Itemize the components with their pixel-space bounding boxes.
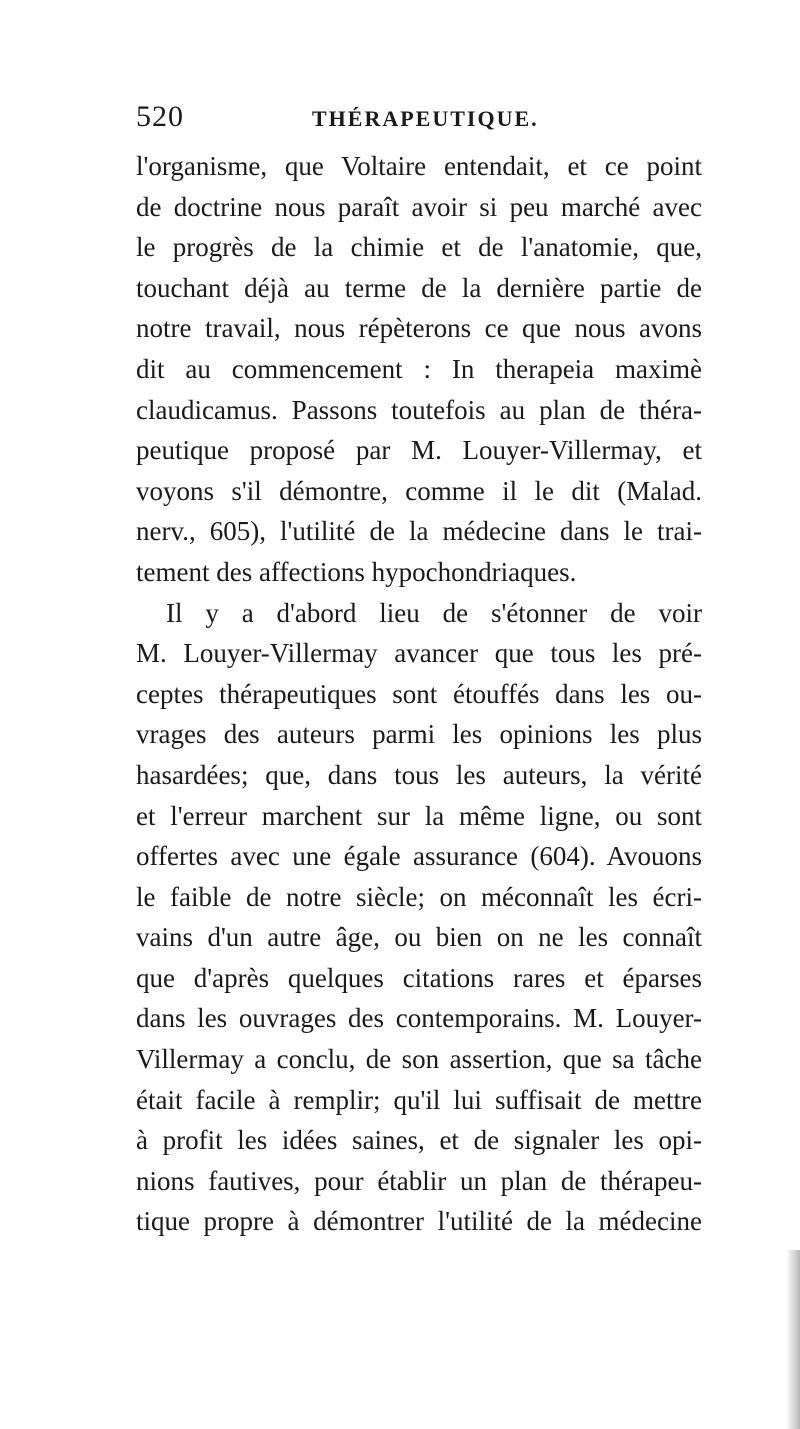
text-line: nions fautives, pour établir un plan de thérapeu-	[136, 1165, 702, 1196]
text-line: hasardées; que, dans tous les auteurs, la vérité	[136, 759, 702, 790]
text-line: et l'erreur marchent sur la même ligne, ou sont	[136, 800, 702, 831]
text-line: à profit les idées saines, et de signaler les opi-	[136, 1125, 702, 1156]
page-number: 520	[136, 100, 184, 133]
text-line: vrages des auteurs parmi les opinions les plus	[136, 719, 702, 750]
text-line: Villermay a conclu, de son assertion, que sa tâche	[136, 1044, 702, 1075]
text-line: que d'après quelques citations rares et éparses	[136, 962, 702, 993]
text-line: de doctrine nous paraît avoir si peu marché avec	[136, 191, 702, 222]
text-line: dit au commencement : In therapeia maximè	[136, 353, 702, 384]
text-line: dans les ouvrages des contemporains. M. Louyer-	[136, 1003, 702, 1034]
text-line: M. Louyer-Villermay avancer que tous les pré-	[136, 638, 702, 669]
text-line: vains d'un autre âge, ou bien on ne les connaît	[136, 922, 702, 953]
text-line: le faible de notre siècle; on méconnaît les écri-	[136, 881, 702, 912]
text-line: touchant déjà au terme de la dernière partie de	[136, 272, 702, 303]
text-line: tement des affections hypochondriaques.	[136, 556, 577, 587]
text-line: claudicamus. Passons toutefois au plan de théra-	[136, 394, 702, 425]
text-line: tique propre à démontrer l'utilité de la médecine	[136, 1206, 702, 1237]
text-line: offertes avec une égale assurance (604). Avouons	[136, 841, 702, 872]
page-edge-shadow	[786, 1250, 800, 1429]
running-head: THÉRAPEUTIQUE.	[312, 106, 539, 131]
text-line: notre travail, nous répèterons ce que nous avons	[136, 313, 702, 344]
body-text	[136, 146, 702, 1242]
text-line: voyons s'il démontre, comme il le dit (Malad.	[136, 475, 702, 506]
text-line: l'organisme, que Voltaire entendait, et ce point	[136, 151, 702, 181]
page-header	[136, 100, 696, 140]
text-line: le progrès de la chimie et de l'anatomie, que,	[136, 232, 702, 263]
text-line: était facile à remplir; qu'il lui suffisait de mettre	[136, 1084, 702, 1115]
text-line: ceptes thérapeutiques sont étouffés dans les ou-	[136, 678, 702, 709]
text-line: Il y a d'abord lieu de s'étonner de voir	[166, 597, 702, 628]
text-line: peutique proposé par M. Louyer-Villermay, et	[136, 435, 702, 466]
text-line: nerv., 605), l'utilité de la médecine dans le trai-	[136, 516, 702, 547]
